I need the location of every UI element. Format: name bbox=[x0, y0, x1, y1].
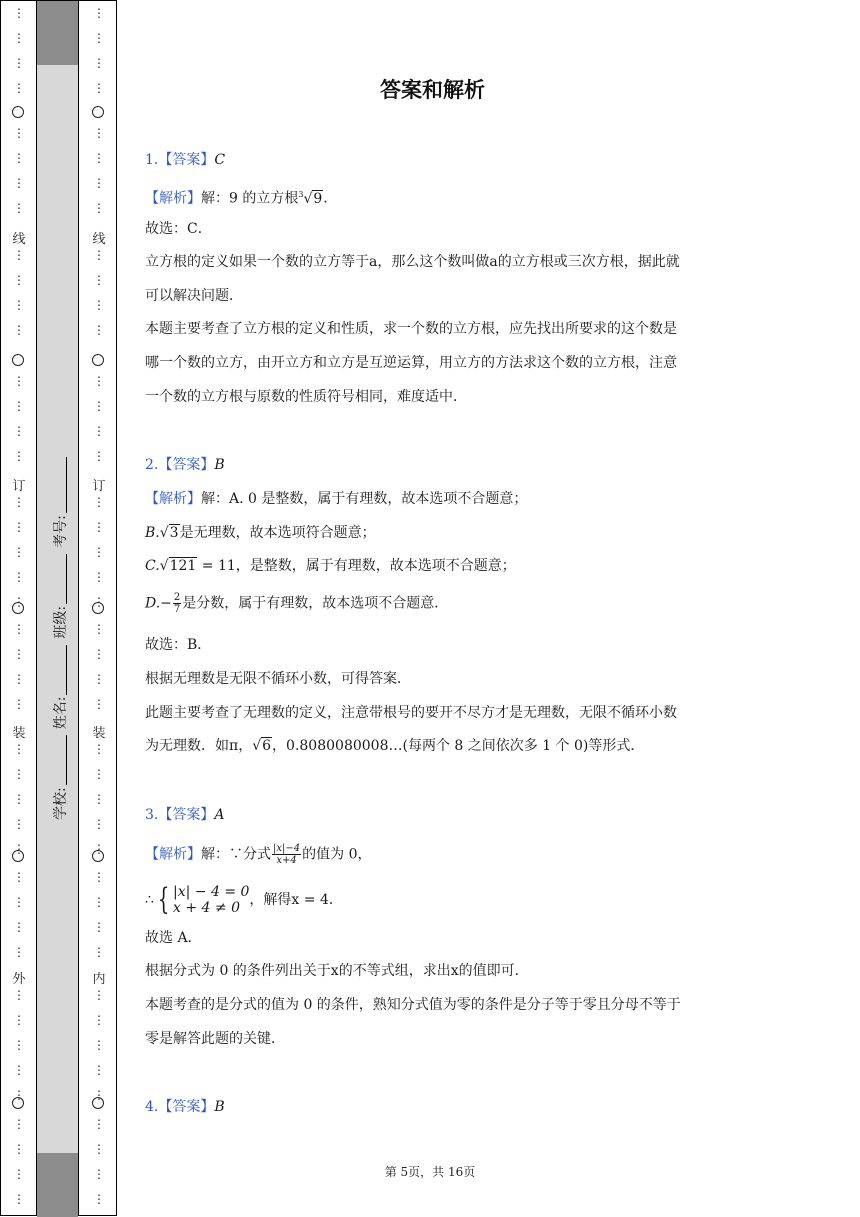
dotted-line-segment: ⋮ bbox=[13, 1117, 25, 1131]
dotted-line-segment: ⋮ bbox=[13, 1063, 25, 1077]
q1-para1-l1: 立方根的定义如果一个数的立方等于a，那么这个数叫做a的立方根或三次方根，据此就 bbox=[145, 254, 680, 270]
dotted-line-segment: ⋮ bbox=[93, 449, 105, 463]
therefore-symbol: ∴ bbox=[145, 892, 154, 908]
q3-choose: 故选 A． bbox=[145, 930, 202, 946]
dotted-line-segment: ⋮ bbox=[13, 201, 25, 215]
q2-para2-l1: 此题主要考查了无理数的定义，注意带根号的要开不尽方才是无理数，无限不循环小数 bbox=[145, 705, 677, 721]
dotted-line-segment: ⋮ bbox=[13, 151, 25, 165]
dotted-line-segment: ⋮ bbox=[93, 6, 105, 20]
dotted-line-segment: ⋮ bbox=[93, 920, 105, 934]
dotted-line-segment: ⋮ bbox=[13, 374, 25, 388]
dotted-line-segment: ⋮ bbox=[93, 988, 105, 1002]
dotted-line-segment: ⋮ bbox=[93, 545, 105, 559]
dotted-line-segment: ⋮ bbox=[93, 273, 105, 287]
q2-option-c bbox=[145, 556, 516, 576]
dotted-line-segment: ⋮ bbox=[13, 988, 25, 1002]
q1-para2-l1: 本题主要考查了立方根的定义和性质，求一个数的立方根，应先找出所要求的这个数是 bbox=[145, 321, 677, 337]
binding-char-line: 线 bbox=[92, 232, 106, 247]
dotted-line-segment: ⋮ bbox=[93, 647, 105, 661]
dotted-line-segment: ⋮ bbox=[93, 792, 105, 806]
binding-char-outside: 外 bbox=[12, 972, 26, 987]
dotted-line-segment: ⋮ bbox=[93, 595, 105, 609]
dotted-line-segment: ⋮ bbox=[93, 842, 105, 856]
sqrt-3: √3 bbox=[159, 525, 179, 541]
dotted-line-segment: ⋮ bbox=[93, 697, 105, 711]
q3-analysis-line bbox=[145, 843, 371, 866]
circle-mark bbox=[92, 106, 104, 118]
dotted-line-segment: ⋮ bbox=[93, 56, 105, 70]
option-c-prefix: C. bbox=[145, 558, 160, 574]
cube-root-radicand: 9 bbox=[313, 190, 323, 207]
dotted-line-segment: ⋮ bbox=[13, 792, 25, 806]
exam-no-blank[interactable] bbox=[54, 457, 67, 513]
dotted-line-segment: ⋮ bbox=[93, 672, 105, 686]
answer-tag: 【答案】 bbox=[158, 457, 215, 473]
sqrt-radicand: 3 bbox=[169, 525, 179, 541]
dotted-line-segment: ⋮ bbox=[13, 81, 25, 95]
q3-para2-l2: 零是解答此题的关键． bbox=[145, 1031, 285, 1047]
dotted-line-segment: ⋮ bbox=[13, 767, 25, 781]
sqrt-121: √121 bbox=[159, 558, 197, 574]
q3-analysis-text: 解：∵分式 bbox=[201, 846, 271, 863]
dotted-line-segment: ⋮ bbox=[93, 767, 105, 781]
circle-mark bbox=[92, 354, 104, 366]
fraction-denominator: x+4 bbox=[276, 855, 297, 866]
q1-number: 1. bbox=[145, 152, 159, 168]
answer-tag: 【答案】 bbox=[158, 152, 215, 168]
dotted-line-segment: ⋮ bbox=[93, 817, 105, 831]
dotted-line-segment: ⋮ bbox=[13, 6, 25, 20]
dotted-line-segment: ⋮ bbox=[13, 424, 25, 438]
q1-analysis-end: . bbox=[323, 190, 328, 207]
name-blank[interactable] bbox=[54, 645, 67, 695]
dotted-line-segment: ⋮ bbox=[13, 248, 25, 262]
q3-number: 3. bbox=[145, 807, 159, 823]
dotted-line-segment: ⋮ bbox=[13, 545, 25, 559]
binding-char-bind: 装 bbox=[92, 726, 106, 741]
option-c-text: ，是整数，属于有理数，故本选项不合题意； bbox=[235, 558, 516, 574]
dotted-line-segment: ⋮ bbox=[13, 1167, 25, 1181]
dotted-line-segment: ⋮ bbox=[93, 248, 105, 262]
dotted-line-segment: ⋮ bbox=[93, 126, 105, 140]
dotted-line-segment: ⋮ bbox=[13, 945, 25, 959]
q1-para2-l3: 一个数的立方根与原数的性质符号相同，难度适中． bbox=[145, 389, 467, 405]
dotted-line-segment: ⋮ bbox=[13, 399, 25, 413]
answer-tag: 【答案】 bbox=[158, 807, 215, 823]
option-d-text: 是分数，属于有理数，故本选项不合题意． bbox=[182, 595, 449, 612]
dotted-line-segment: ⋮ bbox=[13, 742, 25, 756]
dotted-line-segment: ⋮ bbox=[13, 495, 25, 509]
inner-binding-column bbox=[89, 0, 109, 1216]
dotted-line-segment: ⋮ bbox=[13, 570, 25, 584]
analysis-tag: 【解析】 bbox=[145, 190, 201, 207]
dotted-line-segment: ⋮ bbox=[93, 424, 105, 438]
cube-root: √9 bbox=[303, 190, 323, 207]
dotted-line-segment: ⋮ bbox=[93, 323, 105, 337]
q2-para1: 根据无理数是无限不循环小数，可得答案． bbox=[145, 671, 411, 687]
dotted-line-segment: ⋮ bbox=[93, 151, 105, 165]
dotted-line-segment: ⋮ bbox=[93, 622, 105, 636]
binding-char-inside: 内 bbox=[92, 972, 106, 987]
dotted-line-segment: ⋮ bbox=[93, 495, 105, 509]
q1-answer: C bbox=[214, 152, 226, 168]
dotted-line-segment: ⋮ bbox=[13, 1013, 25, 1027]
q2-para2-post: ，0.8080080008…(每两个 8 之间依次多 1 个 0)等形式． bbox=[272, 738, 645, 754]
dotted-line-segment: ⋮ bbox=[13, 126, 25, 140]
dotted-line-segment: ⋮ bbox=[93, 1117, 105, 1131]
q3-para1: 根据分式为 0 的条件列出关于x的不等式组，求出x的值即可． bbox=[145, 963, 529, 979]
dotted-line-segment: ⋮ bbox=[13, 647, 25, 661]
q2-answer: B bbox=[214, 457, 225, 473]
dotted-line-segment: ⋮ bbox=[93, 570, 105, 584]
class-label: 班级: bbox=[53, 605, 69, 639]
circle-mark bbox=[12, 106, 24, 118]
dotted-line-segment: ⋮ bbox=[93, 31, 105, 45]
q3-analysis-end: 的值为 0， bbox=[302, 846, 372, 863]
analysis-tag: 【解析】 bbox=[145, 846, 201, 863]
dotted-line-segment: ⋮ bbox=[13, 1088, 25, 1102]
school-blank[interactable] bbox=[54, 735, 67, 785]
dotted-line-segment: ⋮ bbox=[93, 81, 105, 95]
dotted-line-segment: ⋮ bbox=[13, 817, 25, 831]
dotted-line-segment: ⋮ bbox=[13, 920, 25, 934]
q1-answer-line bbox=[145, 150, 225, 170]
dotted-line-segment: ⋮ bbox=[13, 1142, 25, 1156]
page-title: 答案和解析 bbox=[380, 78, 485, 102]
dotted-line-segment: ⋮ bbox=[93, 399, 105, 413]
binding-char-bind: 装 bbox=[12, 726, 26, 741]
fraction-2-7 bbox=[173, 592, 181, 615]
dotted-line-segment: ⋮ bbox=[13, 697, 25, 711]
fraction-numerator: |x|−4 bbox=[273, 843, 301, 854]
dotted-line-segment: ⋮ bbox=[13, 449, 25, 463]
name-label: 姓名: bbox=[53, 696, 69, 730]
dotted-line-segment: ⋮ bbox=[13, 56, 25, 70]
q3-solve: ，解得x = 4． bbox=[249, 892, 343, 908]
q1-para2-l2: 哪一个数的立方，由开立方和立方是互逆运算，用立方的方法求这个数的立方根，注意 bbox=[145, 355, 677, 371]
q2-choose: 故选：B． bbox=[145, 637, 212, 653]
fraction-denominator: 7 bbox=[173, 604, 181, 615]
answer-tag: 【答案】 bbox=[158, 1099, 215, 1115]
system-row-2: x + 4 ≠ 0 bbox=[173, 900, 240, 916]
dotted-line-segment: ⋮ bbox=[13, 1038, 25, 1052]
q3-para2-l1: 本题考查的是分式的值为 0 的条件，熟知分式值为零的条件是分子等于零且分母不等于 bbox=[145, 997, 681, 1013]
dotted-line-segment: ⋮ bbox=[93, 945, 105, 959]
dotted-line-segment: ⋮ bbox=[93, 201, 105, 215]
binding-char-line: 线 bbox=[12, 232, 26, 247]
circle-mark bbox=[12, 354, 24, 366]
equation-system bbox=[154, 883, 250, 917]
q1-para1-l2: 可以解决问题． bbox=[145, 288, 243, 304]
sqrt-radicand: 6 bbox=[262, 738, 272, 754]
school-label: 学校: bbox=[53, 787, 69, 820]
dotted-line-segment: ⋮ bbox=[13, 298, 25, 312]
dotted-line-segment: ⋮ bbox=[93, 298, 105, 312]
dotted-line-segment: ⋮ bbox=[13, 672, 25, 686]
system-row-1: |x| − 4 = 0 bbox=[173, 884, 250, 900]
q2-option-d bbox=[145, 592, 448, 615]
analysis-tag: 【解析】 bbox=[145, 491, 201, 507]
dotted-line-segment: ⋮ bbox=[13, 31, 25, 45]
q2-para2-pre: 为无理数．如π， bbox=[145, 738, 253, 754]
q1-analysis-text: 解：9 的立方根 bbox=[201, 190, 299, 207]
dotted-line-segment: ⋮ bbox=[93, 1088, 105, 1102]
dotted-line-segment: ⋮ bbox=[13, 176, 25, 190]
dotted-line-segment: ⋮ bbox=[93, 520, 105, 534]
binding-char-order: 订 bbox=[92, 479, 106, 494]
option-d-prefix: D.− bbox=[145, 595, 172, 612]
cube-root-index: 3 bbox=[298, 190, 304, 199]
dotted-line-segment: ⋮ bbox=[13, 520, 25, 534]
dotted-line-segment: ⋮ bbox=[13, 842, 25, 856]
outer-binding-column bbox=[9, 0, 29, 1216]
q1-analysis-line bbox=[145, 185, 328, 209]
fraction-numerator: 2 bbox=[173, 592, 181, 603]
sqrt-radicand: 121 bbox=[169, 558, 197, 574]
q3-answer: A bbox=[214, 807, 225, 823]
dotted-line-segment: ⋮ bbox=[93, 742, 105, 756]
dotted-line-segment: ⋮ bbox=[93, 895, 105, 909]
option-b-text: 是无理数，故本选项符合题意； bbox=[179, 525, 376, 541]
q2-option-a: 解：A. 0 是整数，属于有理数，故本选项不合题意； bbox=[201, 491, 528, 507]
dotted-line-segment: ⋮ bbox=[93, 176, 105, 190]
dotted-line-segment: ⋮ bbox=[93, 1192, 105, 1206]
dotted-line-segment: ⋮ bbox=[93, 1038, 105, 1052]
q3-system-line bbox=[145, 883, 343, 917]
dotted-line-segment: ⋮ bbox=[13, 323, 25, 337]
strip-dark-top bbox=[37, 1, 78, 65]
q3-answer-line bbox=[145, 805, 224, 825]
dotted-line-segment: ⋮ bbox=[13, 273, 25, 287]
dotted-line-segment: ⋮ bbox=[93, 1142, 105, 1156]
dotted-line-segment: ⋮ bbox=[93, 1167, 105, 1181]
dotted-line-segment: ⋮ bbox=[93, 1013, 105, 1027]
q2-analysis-line bbox=[145, 489, 527, 509]
q2-answer-line bbox=[145, 455, 225, 475]
dotted-line-segment: ⋮ bbox=[93, 1063, 105, 1077]
sqrt-6: √6 bbox=[252, 738, 272, 754]
exam-no-label: 考号: bbox=[53, 515, 69, 548]
q1-choose: 故选：C． bbox=[145, 221, 212, 237]
fraction-abs-x bbox=[272, 843, 301, 866]
class-blank[interactable] bbox=[54, 554, 67, 604]
dotted-line-segment: ⋮ bbox=[13, 1192, 25, 1206]
dotted-line-segment: ⋮ bbox=[93, 870, 105, 884]
q2-number: 2. bbox=[145, 457, 159, 473]
dotted-line-segment: ⋮ bbox=[13, 622, 25, 636]
q2-para2-l2 bbox=[145, 736, 644, 756]
q4-answer: B bbox=[214, 1099, 225, 1115]
dotted-line-segment: ⋮ bbox=[13, 895, 25, 909]
brace-icon: { bbox=[157, 882, 170, 917]
page-footer: 第 5页，共 16页 bbox=[384, 1165, 476, 1179]
option-c-eq: = 11 bbox=[197, 558, 236, 574]
binding-char-order: 订 bbox=[12, 479, 26, 494]
q4-number: 4. bbox=[145, 1099, 159, 1115]
option-b-prefix: B. bbox=[145, 525, 160, 541]
dotted-line-segment: ⋮ bbox=[93, 374, 105, 388]
dotted-line-segment: ⋮ bbox=[13, 595, 25, 609]
dotted-line-segment: ⋮ bbox=[13, 870, 25, 884]
q2-option-b bbox=[145, 523, 376, 543]
q4-answer-line bbox=[145, 1097, 225, 1117]
